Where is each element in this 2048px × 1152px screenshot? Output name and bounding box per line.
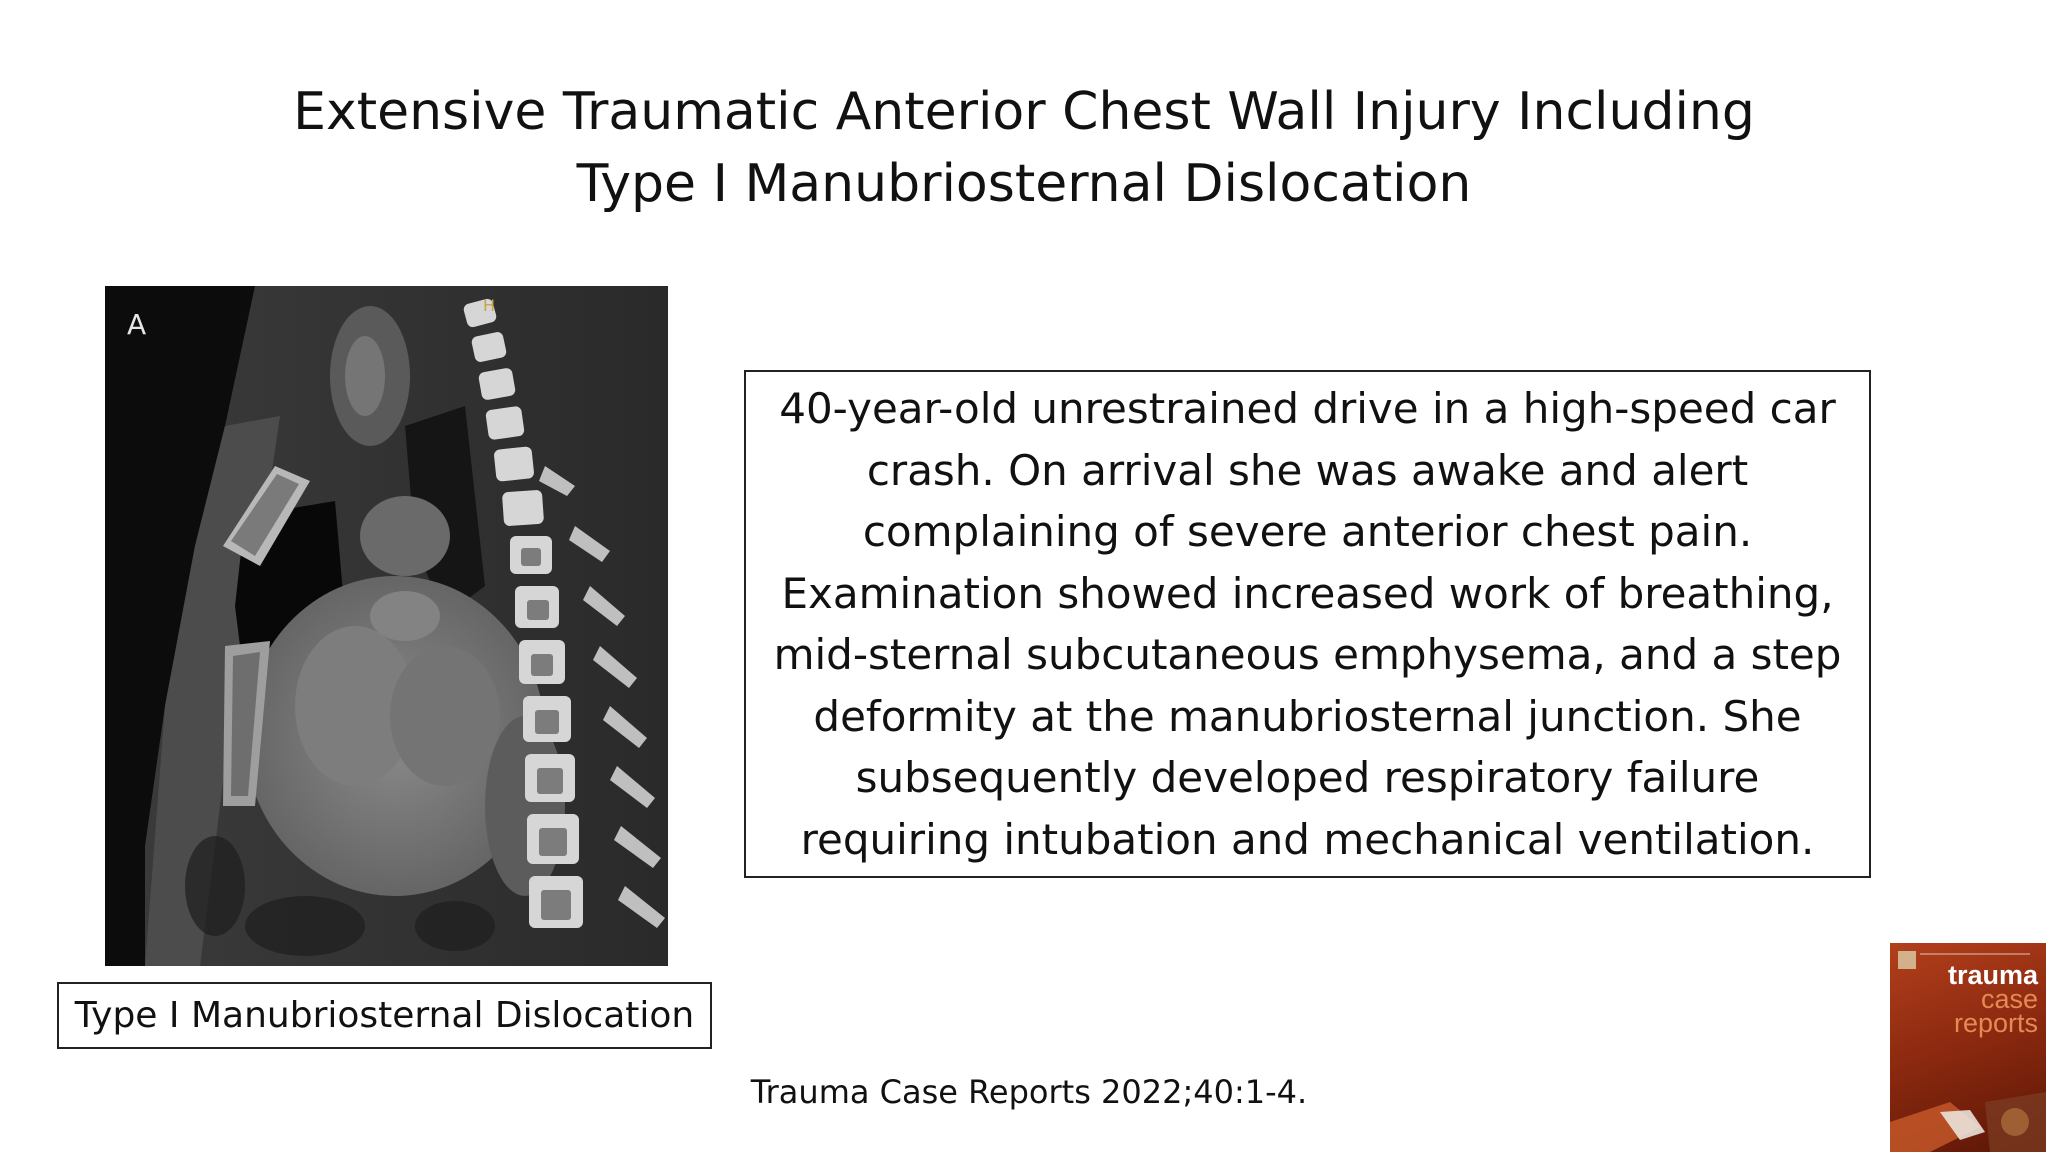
case-line: requiring intubation and mechanical ventilation. xyxy=(800,814,1815,864)
case-line: 40-year-old unrestrained drive in a high-speed car xyxy=(779,384,1836,433)
cover-divider xyxy=(1920,953,2030,955)
citation: Trauma Case Reports 2022;40:1-4. xyxy=(750,1073,1308,1111)
journal-cover-thumbnail xyxy=(1890,943,2046,1152)
title-line-2: Type I Manubriosternal Dislocation xyxy=(576,154,1472,214)
cover-word-reports: reports xyxy=(1953,1008,2038,1038)
ct-panel-label: A xyxy=(127,308,147,341)
case-description-text xyxy=(774,378,1842,870)
case-line: deformity at the manubriosternal junction. She xyxy=(813,691,1802,741)
title-line-1: Extensive Traumatic Anterior Chest Wall Injury Including xyxy=(293,82,1755,142)
image-caption: Type I Manubriosternal Dislocation xyxy=(57,982,712,1049)
cover-word-trauma: trauma xyxy=(1947,960,2038,990)
cover-word-case: case xyxy=(1980,984,2038,1014)
case-line: complaining of severe anterior chest pain. xyxy=(862,507,1753,556)
ct-scan-graphic xyxy=(105,286,668,966)
case-description-box xyxy=(744,370,1871,878)
publisher-logo xyxy=(1898,951,1916,969)
ct-scan-image xyxy=(105,286,668,966)
journal-cover-title xyxy=(1947,960,2038,1038)
cover-artwork xyxy=(1890,1082,2046,1152)
case-line: crash. On arrival she was awake and alert xyxy=(866,445,1749,495)
case-line: subsequently developed respiratory failure xyxy=(855,753,1760,802)
case-line: mid-sternal subcutaneous emphysema, and a step xyxy=(773,630,1842,679)
slide-title xyxy=(0,76,2048,220)
ct-orientation-label: H xyxy=(483,296,496,315)
case-line: Examination showed increased work of breathing, xyxy=(781,568,1834,618)
